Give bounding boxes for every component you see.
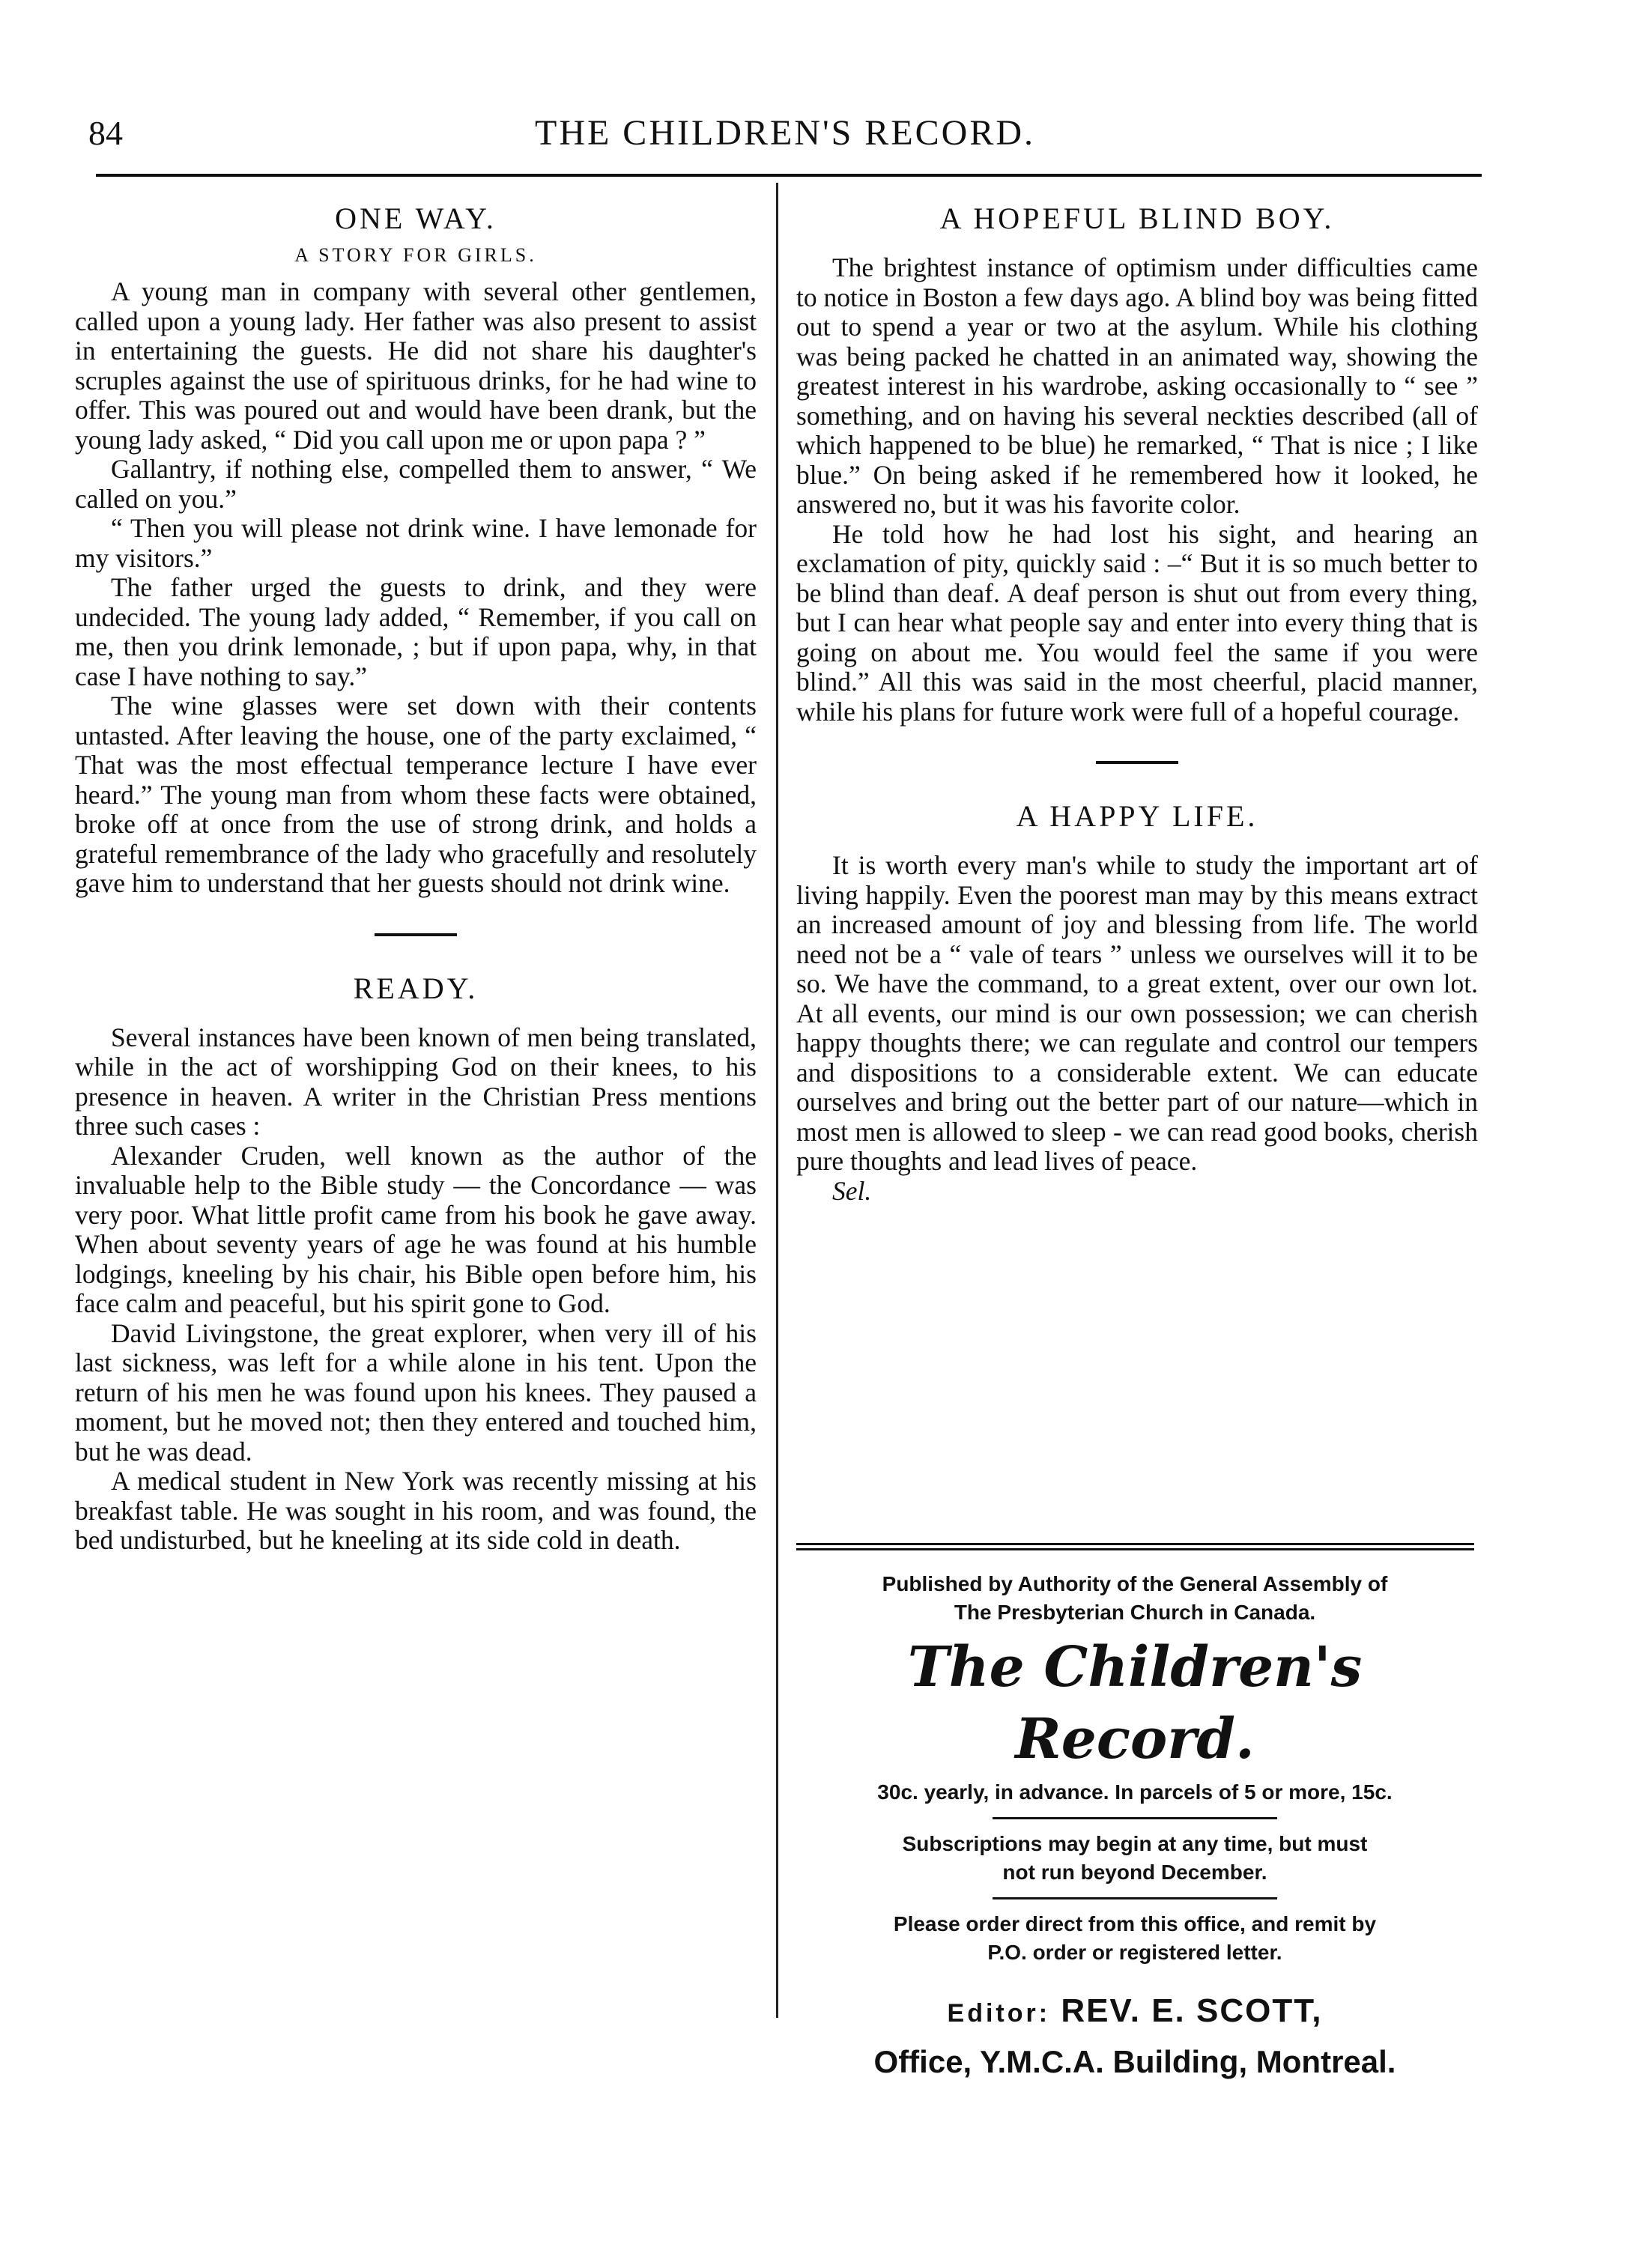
page-header (88, 111, 1482, 171)
article-paragraph: The brightest instance of optimism under difficulties came to notice in Boston a few days ago. A blind boy was being fitted out to spend a year or two at the asylum. While his clothing was being packed he chatted in an animated way, showing the greatest interest in his wardrobe, asking occasionally to “ see ” something, and on having his several neckties described (all of which happened to be blue) he remarked, “ That is nice ; I like blue.” On being asked if he remembered how it looked, he answered no, but it was his favorite color. (796, 252, 1478, 519)
publication-notice (779, 1543, 1491, 2084)
article-paragraph: It is worth every man's while to study the important art of living happily. Even the poorest man may by this means extract an increased amount of joy and blessing from life. The world need not be a “ vale of tears ” unless we ourselves will it to be so. We have the command, to a great extent, over our own lot. At all events, our mind is our own possession; we can cherish happy thoughts there; we can regulate and control our tempers and dispositions to a considerable extent. We can educate ourselves and bring out the better part of our nature—which in most men is allowed to sleep - we can read good books, cherish pure thoughts and lead lives of peace. (796, 850, 1478, 1176)
column-divider (776, 183, 778, 2018)
article-paragraph: He told how he had lost his sight, and hearing an exclamation of pity, quickly said : –“ But it is so much better to be blind than deaf. A deaf person is shut out from every thing, but I can hear what people say and enter into every thing that is going on about me. You would feel the same if you were blind.” All this was said in the most cheerful, placid manner, while his plans for future work were full of a hopeful courage. (796, 518, 1478, 727)
section-rule (1096, 761, 1178, 764)
office-address: Office, Y.M.C.A. Building, Montreal. (873, 2044, 1396, 2079)
article-one-way (75, 201, 757, 899)
article-happy-life (796, 798, 1478, 1206)
article-paragraph: A medical student in New York was recently missing at his breakfast table. He was sought in his room, and was found, the bed undisturbed, but he kneeling at its side cold in death. (75, 1466, 757, 1555)
divider (993, 1897, 1277, 1899)
order-line: Please order direct from this office, and remit by (893, 1912, 1377, 1935)
header-rule (96, 174, 1482, 177)
editor-label: Editor: (947, 1999, 1051, 2028)
subscription-line: not run beyond December. (1002, 1861, 1267, 1884)
editor-line (779, 1989, 1491, 2035)
page-number: 84 (88, 114, 123, 152)
article-title: A HOPEFUL BLIND BOY. (939, 201, 1335, 235)
article-paragraph: David Livingstone, the great explorer, when very ill of his last sickness, was left for a while alone in his tent. Upon the return of his men he was found upon his knees. They paused a moment, but he moved not; then they entered and touched him, but he was dead. (75, 1318, 757, 1467)
article-title: READY. (353, 971, 479, 1005)
article-paragraph: Gallantry, if nothing else, compelled them to answer, “ We called on you.” (75, 454, 757, 514)
article-ready (75, 971, 757, 1556)
section-rule (375, 933, 457, 936)
right-column (796, 201, 1478, 1206)
article-paragraph: The father urged the guests to drink, and they were undecided. The young lady added, “ Remember, if you call on me, then you drink lemonade, ; but if upon papa, why, in that case I have nothing to say.” (75, 572, 757, 691)
article-title: A HAPPY LIFE. (1016, 799, 1258, 833)
article-paragraph: “ Then you will please not drink wine. I have lemonade for my visitors.” (75, 513, 757, 573)
order-line: P.O. order or registered letter. (987, 1941, 1282, 1964)
double-rule (796, 1543, 1474, 1550)
left-column (75, 201, 757, 1556)
article-signature: Sel. (832, 1175, 872, 1206)
running-title: THE CHILDREN'S RECORD. (535, 113, 1035, 153)
article-paragraph: The wine glasses were set down with their contents untasted. After leaving the house, one of the party exclaimed, “ That was the most effectual temperance lecture I have ever heard.” The young man from whom these facts were obtained, broke off at once from the use of strong drink, and holds a grateful remembrance of the lady who gracefully and resolutely gave him to understand that her guests should not drink wine. (75, 691, 757, 898)
article-subtitle: A STORY FOR GIRLS. (294, 244, 537, 266)
article-paragraph: Alexander Cruden, well known as the author of the invaluable help to the Bible study — the Concordance — was very poor. What little profit came from his book he gave away. When about seventy years of age he was found at his humble lodgings, kneeling by his chair, his Bible open before him, his face calm and peaceful, but his spirit gone to God. (75, 1140, 757, 1318)
article-paragraph: A young man in company with several other gentlemen, called upon a young lady. Her father was also present to assist in entertaining the guests. He did not share his daughter's scruples against the use of spirituous drinks, for he had wine to offer. This was poured out and would have been drank, but the young lady asked, “ Did you call upon me or upon papa ? ” (75, 276, 757, 455)
publisher-line: The Presbyterian Church in Canada. (954, 1601, 1316, 1624)
publisher-line: Published by Authority of the General Assembly of (882, 1572, 1388, 1595)
editor-name: REV. E. SCOTT, (1061, 1992, 1323, 2029)
subscription-line: Subscriptions may begin at any time, but must (902, 1832, 1368, 1855)
article-paragraph: Several instances have been known of men being translated, while in the act of worshipping God on their knees, to his presence in heaven. A writer in the Christian Press mentions three such cases : (75, 1022, 757, 1141)
article-title: ONE WAY. (335, 201, 497, 235)
divider (993, 1817, 1277, 1819)
price-line: 30c. yearly, in advance. In parcels of 5 or more, 15c. (877, 1780, 1393, 1804)
masthead: The Children's Record. (907, 1635, 1363, 1771)
article-hopeful-blind-boy (796, 201, 1478, 727)
